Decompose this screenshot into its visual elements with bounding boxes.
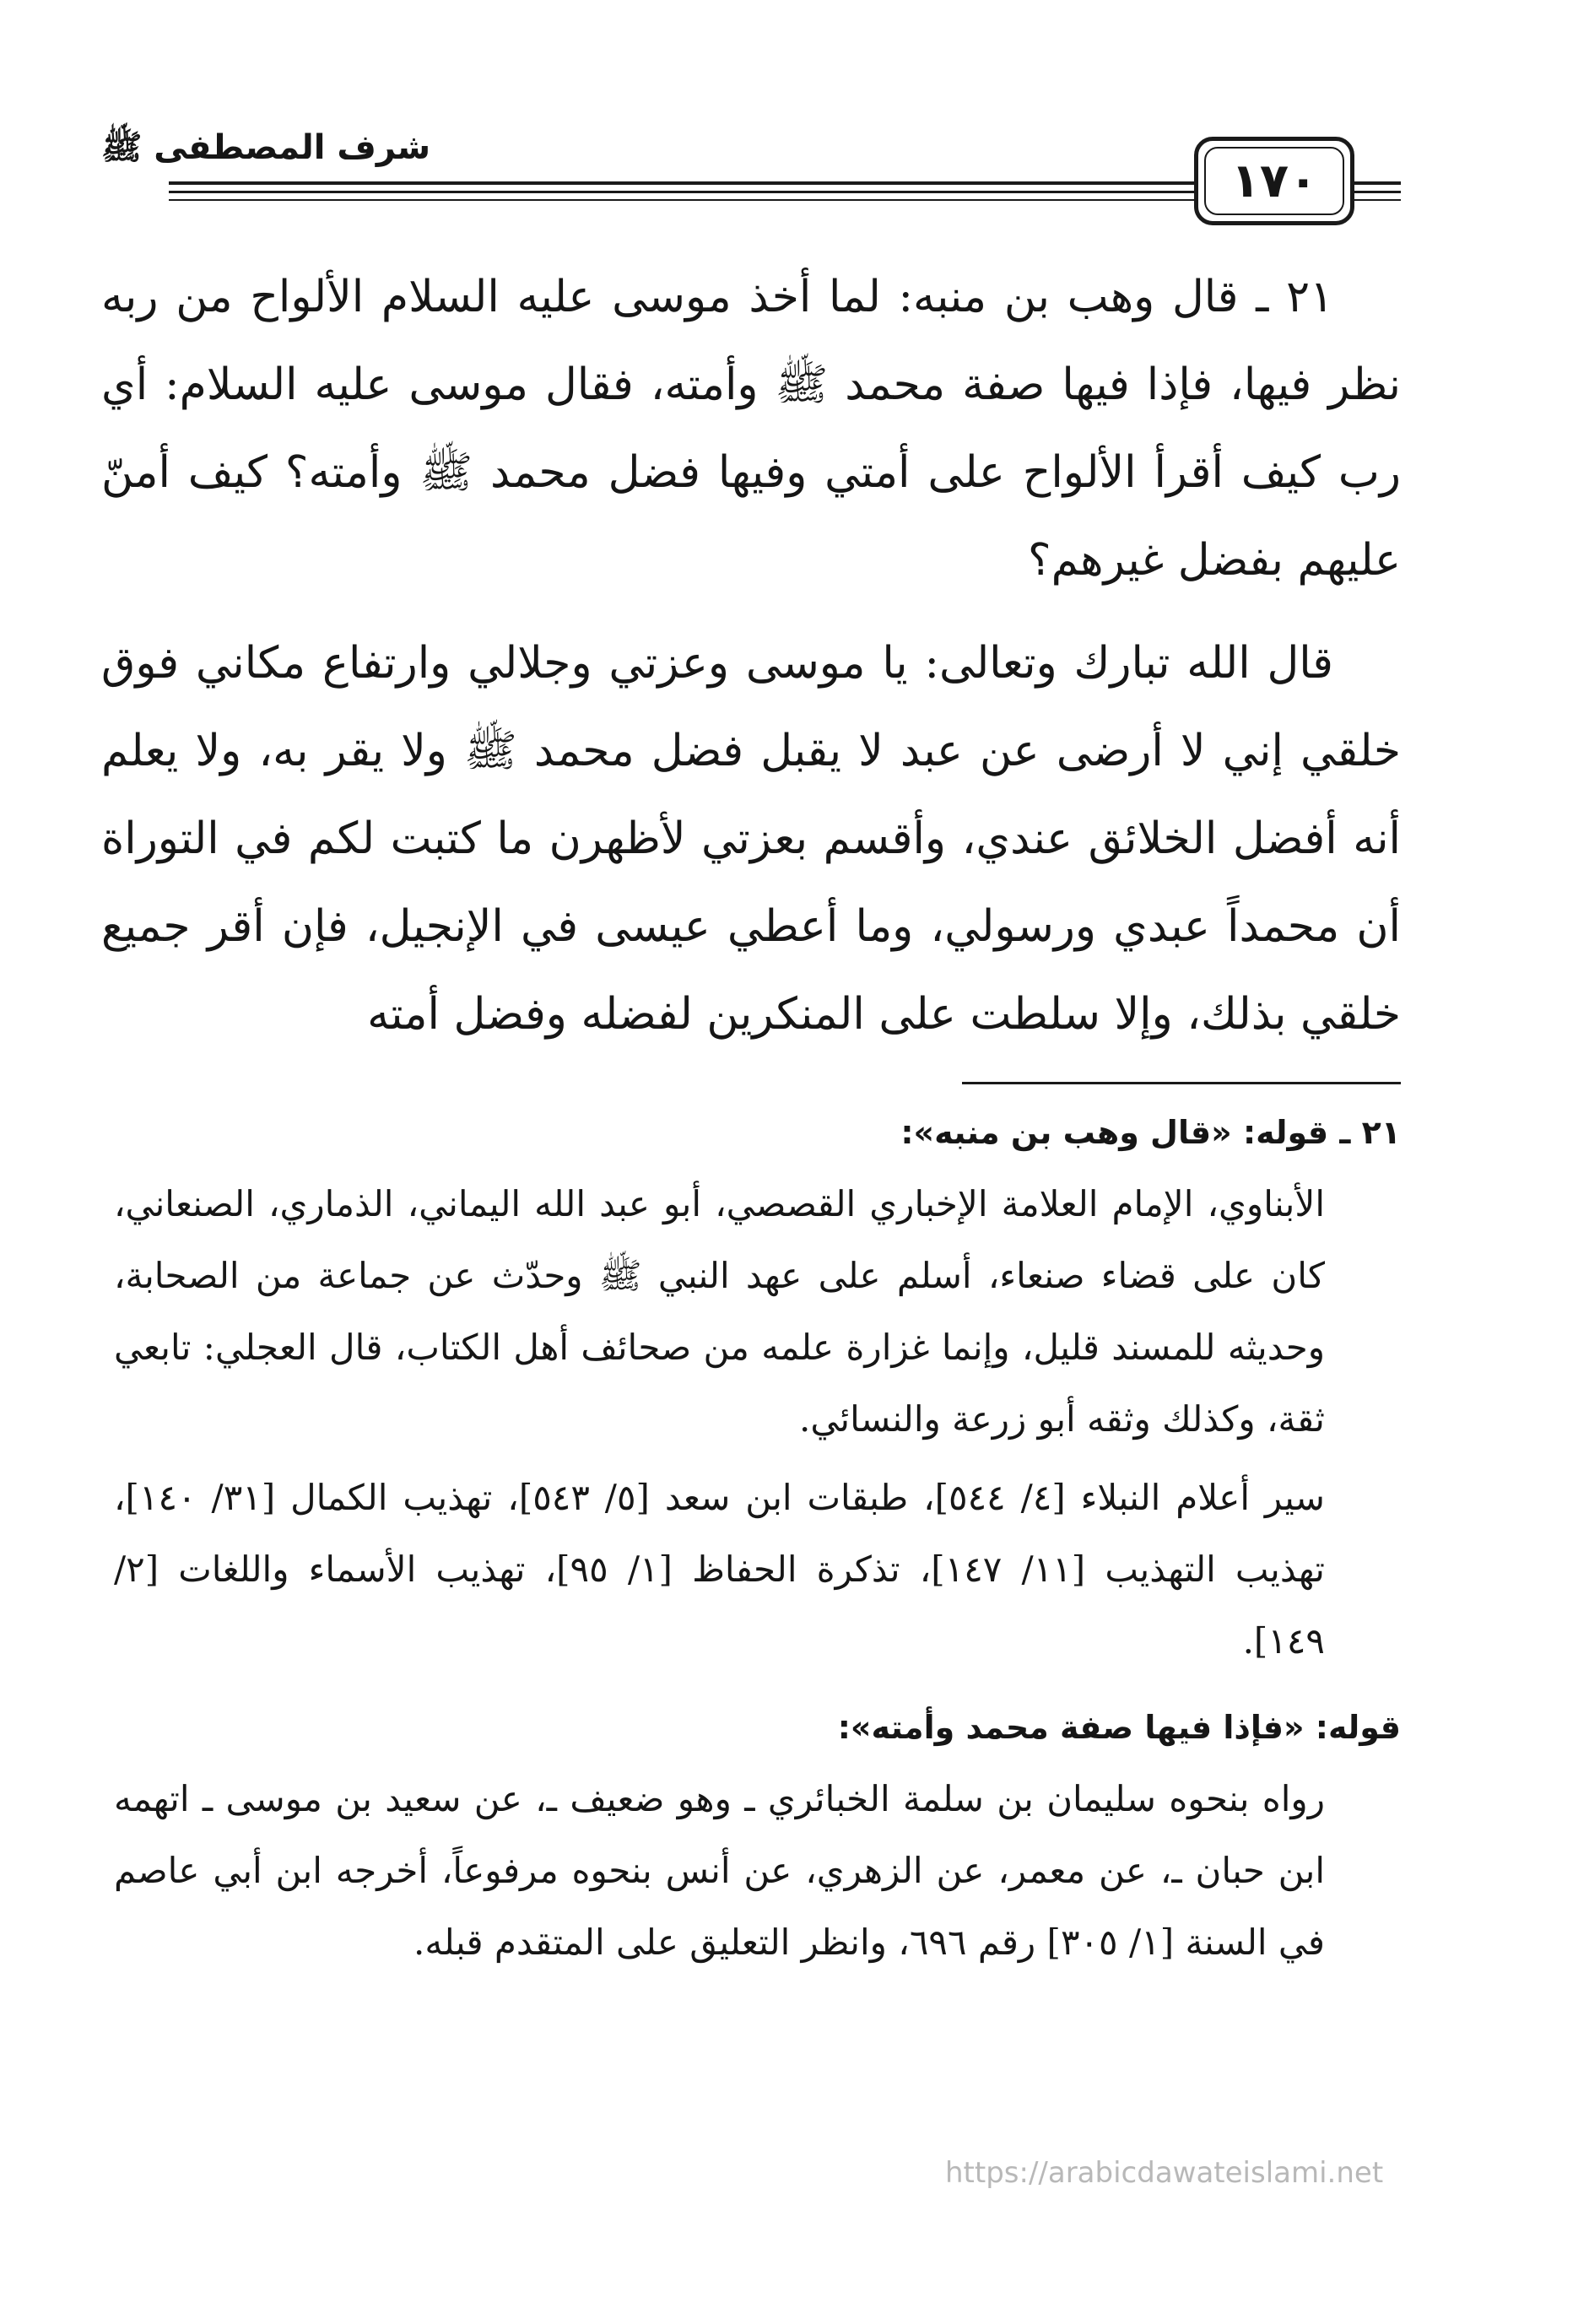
footnote-heading: قوله: «فإذا فيها صفة محمد وأمته»: <box>837 1709 1401 1746</box>
main-text <box>101 253 1401 1073</box>
page-number: ١٧٠ <box>1230 154 1318 208</box>
footnote-paragraph: الأبناوي، الإمام العلامة الإخباري القصصي، أبو عبد الله اليماني، الذماري، الصنعاني، كان على قضاء صنعاء، أسلم على عهد النبي ﷺ وحدّث عن جماعة من الصحابة، وحديثه للمسند قليل، وإنما غزارة علمه من صحائف أهل الكتاب، قال العجلي: تابعي ثقة، وكذلك وثقه أبو زرعة والنسائي. <box>114 1183 1325 1440</box>
page-number-frame <box>1194 137 1354 225</box>
main-paragraph: قال الله تبارك وتعالى: يا موسى وعزتي وجلالي وارتفاع مكاني فوق خلقي إني لا أرضى عن عبد لا يقبل فضل محمد ﷺ ولا يقر به، ولا يعلم أنه أفضل الخلائق عندي، وأقسم بعزتي لأظهرن ما كتبت لكم في التوراة أن محمداً عبدي ورسولي، وما أعطي عيسى في الإنجيل، فإن أقر جميع خلقي بذلك، وإلا سلطت على المنكرين لفضله وفضل أمته <box>101 638 1401 1040</box>
main-paragraph: ٢١ ـ قال وهب بن منبه: لما أخذ موسى عليه السلام الألواح من ربه نظر فيها، فإذا فيها صفة محمد ﷺ وأمته، فقال موسى عليه السلام: أي رب كيف أقرأ الألواح على أمتي وفيها فضل محمد ﷺ وأمته؟ كيف أمنّ عليهم بفضل غيرهم؟ <box>101 272 1401 586</box>
footnote-separator <box>962 1082 1401 1084</box>
footnote-paragraph: رواه بنحوه سليمان بن سلمة الخبائري ـ وهو ضعيف ـ، عن سعيد بن موسى ـ اتهمه ابن حبان ـ، عن معمر، عن الزهري، عن أنس بنحوه مرفوعاً، أخرجه ابن أبي عاصم في السنة [١/ ٣٠٥] رقم ٦٩٦، وانظر التعليق على المتقدم قبله. <box>114 1778 1325 1963</box>
footnotes <box>114 1097 1401 1985</box>
watermark-url: https://arabicdawateislami.net <box>945 2156 1384 2190</box>
footnote-references: سير أعلام النبلاء [٤/ ٥٤٤]، طبقات ابن سعد [٥/ ٥٤٣]، تهذيب الكمال [٣١/ ١٤٠]، تهذيب التهذيب [١١/ ١٤٧]، تذكرة الحفاظ [١/ ٩٥]، تهذيب الأسماء واللغات [٢/ ١٤٩]. <box>114 1477 1325 1662</box>
page-header <box>101 118 1401 228</box>
running-title: شرف المصطفى ﷺ <box>101 128 431 167</box>
footnote-heading: ٢١ ـ قوله: «قال وهب بن منبه»: <box>900 1114 1401 1151</box>
